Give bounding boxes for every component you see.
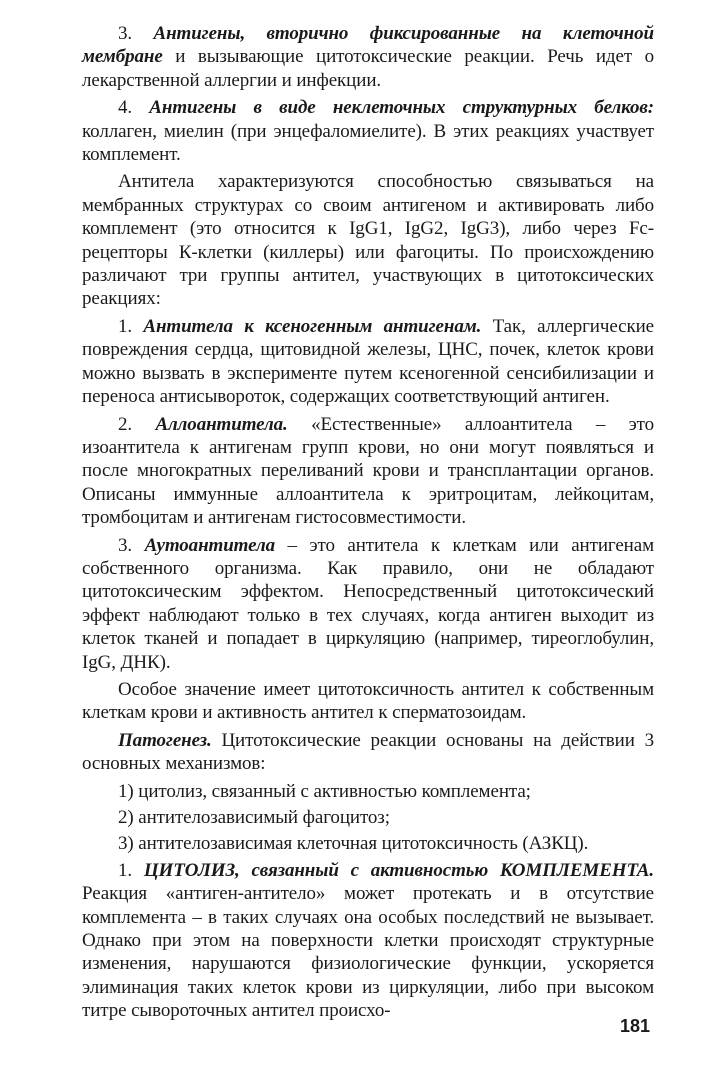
paragraph-antigens-secondary xyxy=(82,22,654,92)
paragraph-text: коллаген, миелин (при энцефаломиелите). В этих реакциях участвует комплемент. xyxy=(82,120,654,166)
list-number: 3. xyxy=(118,23,154,44)
paragraph-text: Антитела характеризуются способностью связываться на мембранных структурах со своим антигеном и активировать либо комплемент (это относится к IgG1, IgG2, IgG3), либо через Fc-рецепторы К-клетки (киллеры) или фагоциты. По происхождению различают три группы антител, участвующих в цитотоксических реакциях: xyxy=(82,171,654,310)
page-body xyxy=(82,22,654,1027)
paragraph-text: Так, аллергические повреждения сердца, щитовидной железы, ЦНС, почек, клеток крови можно вызвать в эксперименте путем ксеногенной сенсибилизации и переноса антисывороток, содержащих соответствующий антиген. xyxy=(82,315,654,408)
list-number: 1. xyxy=(118,859,144,881)
paragraph-text: «Естественные» аллоантитела – это изоантитела к антигенам групп крови, но они могут появляться и после многократных переливаний крови и трансплантации органов. Описаны иммунные аллоантитела к эритроцитам, лейкоцитам, тромбоцитам и антигенам гистосовместимости. xyxy=(82,413,654,529)
paragraph-heading: Антигены, вторично фиксированные на клеточной мембране xyxy=(82,23,655,68)
list-number: 3. xyxy=(118,534,145,556)
paragraph-pathogenesis xyxy=(82,729,654,776)
list-item-text: 1) цитолиз, связанный с активностью комплемента; xyxy=(118,780,531,802)
paragraph-xenogenic-antibodies xyxy=(82,315,654,409)
list-item-phagocytosis xyxy=(82,806,654,829)
paragraph-heading: Аллоантитела. xyxy=(155,413,288,435)
paragraph-heading: Аутоантитела xyxy=(144,534,276,556)
paragraph-antibodies-intro xyxy=(82,170,654,310)
paragraph-heading: Патогенез. xyxy=(118,729,212,751)
list-number: 4. xyxy=(118,97,150,119)
paragraph-alloantibodies xyxy=(82,413,654,530)
list-item-text: 3) антителозависимая клеточная цитотоксичность (АЗКЦ). xyxy=(118,833,589,855)
paragraph-heading: Антигены в виде неклеточных структурных белков: xyxy=(149,97,654,119)
paragraph-text: Особое значение имеет цитотоксичность антител к собственным клеткам крови и активность антител к сперматозоидам. xyxy=(82,678,654,724)
paragraph-heading: ЦИТОЛИЗ, связанный с активностью КОМПЛЕМЕНТА. xyxy=(143,859,654,881)
paragraph-text: Цитотоксические реакции основаны на действии 3 основных механизмов: xyxy=(82,729,654,775)
list-number: 1. xyxy=(118,315,144,337)
list-item-adcc xyxy=(82,832,654,855)
paragraph-special-significance xyxy=(82,678,654,725)
list-item-cytolysis xyxy=(82,780,654,803)
paragraph-text: – это антитела к клеткам или антигенам собственного организма. Как правило, они не обладают цитотоксическим эффектом. Непосредственный цитотоксический эффект наблюдают только в тех случаях, когда антиген выходит из клеток тканей и попадает в циркуляцию (например, тиреоглобулин, IgG, ДНК). xyxy=(82,534,654,673)
paragraph-text: Реакция «антиген-антитело» может протекать и в отсутствие комплемента – в таких случаях она особых последствий не вызывает. Однако при этом на поверхности клетки происходят структурные изменения, нарушаются физиологические функции, ускоряется элиминация таких клеток крови из циркуляции, либо при высоком титре сывороточных антител происхо- xyxy=(82,883,654,1022)
paragraph-cytolysis-complement xyxy=(82,859,654,1023)
paragraph-text: и вызывающие цитотоксические реакции. Речь идет о лекарственной аллергии и инфекции. xyxy=(82,46,654,91)
list-number: 2. xyxy=(118,413,156,435)
page-number: 181 xyxy=(620,1016,651,1036)
paragraph-heading: Антитела к ксеногенным антигенам. xyxy=(143,315,482,337)
paragraph-autoantibodies xyxy=(82,534,654,674)
paragraph-antigens-noncellular xyxy=(82,96,654,166)
list-item-text: 2) антителозависимый фагоцитоз; xyxy=(118,807,390,828)
